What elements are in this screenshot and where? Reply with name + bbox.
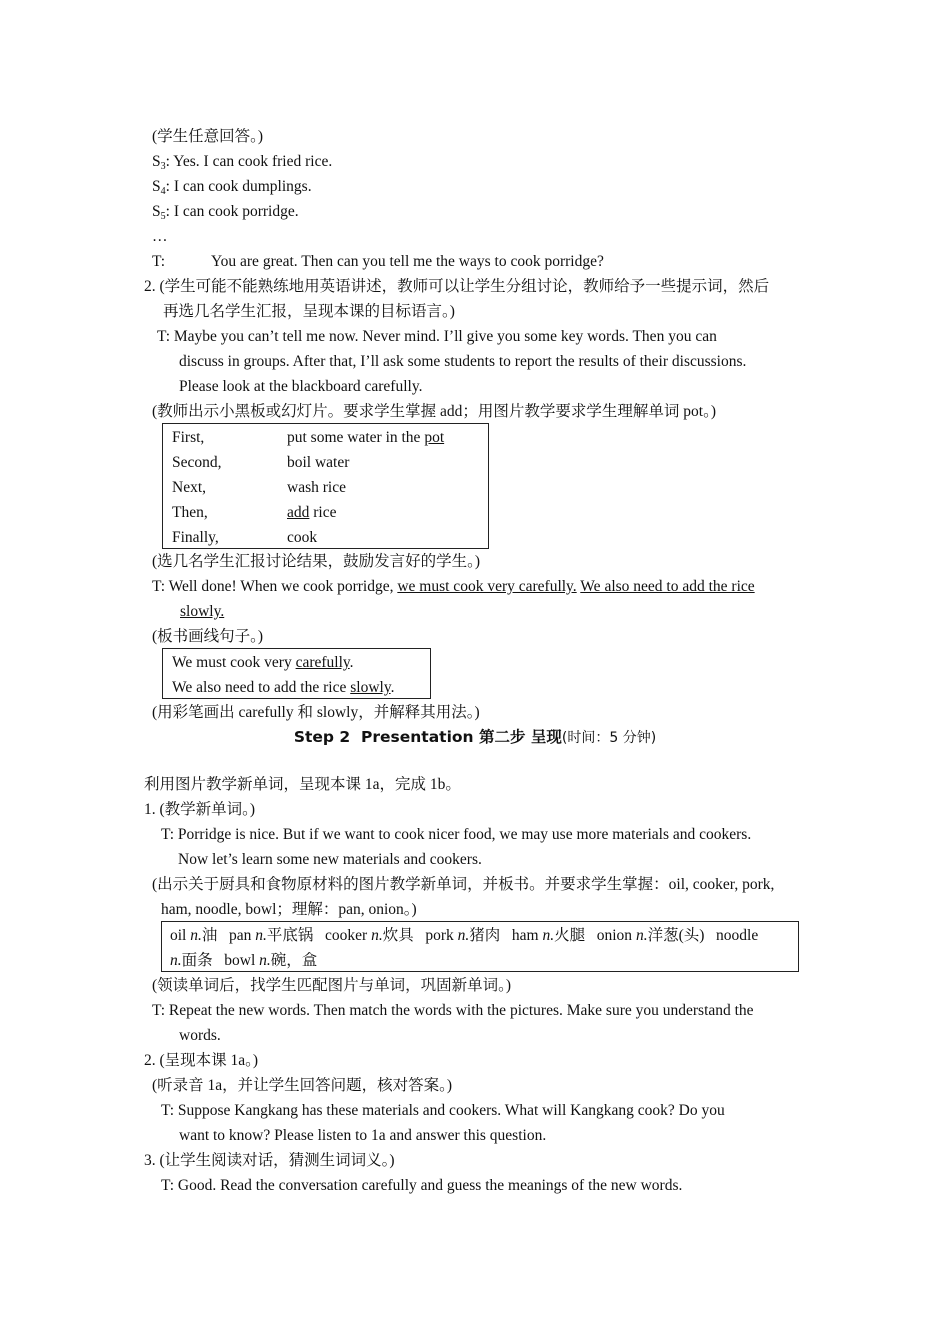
step-heading (0, 725, 950, 751)
dialogue-s4: $S_4$: I can cook dumplings. (152, 178, 312, 197)
teacher-line-2b: discuss in groups. After that, I’ll ask some students to report the results of their discussions. (179, 353, 747, 370)
vocab-word: ham (511, 927, 543, 944)
teacher-line-3a: T: Well done! When we cook porridge, we must cook very carefully. We also need to add the rice (152, 578, 755, 595)
ellipsis: … (152, 228, 168, 245)
teacher-line-1: You are great. Then can you tell me the ways to cook porridge? (211, 253, 604, 270)
vocab-line-1: oil n.油 pan n.平底锅 cooker n.炊具 pork n.猪肉 ham n.火腿 onion n.洋葱(头) noodle (170, 927, 759, 944)
teacher-line-5b: words. (179, 1027, 221, 1044)
dialogue-text: I can cook dumplings. (173, 178, 312, 195)
vocab-word: onion (596, 927, 636, 944)
speaker-label: S (152, 153, 161, 170)
note-underline: (板书画线句子。) (152, 628, 264, 645)
vocab-word: bowl (224, 952, 260, 969)
vocab-word: noodle (716, 927, 759, 944)
board-sentence-1: We must cook very carefully. (172, 654, 354, 671)
note-blackboard: (教师出示小黑板或幻灯片。要求学生掌握 add；用图片教学要求学生理解单词 pot。) (152, 403, 717, 420)
teacher-line-6a: T: Suppose Kangkang has these materials and cookers. What will Kangkang cook? Do you (161, 1102, 725, 1119)
dialogue-text: I can cook porridge. (173, 203, 299, 220)
teacher-line-4b: Now let’s learn some new materials and cookers. (178, 851, 482, 868)
vocab-word: pan (229, 927, 256, 944)
speaker-number: 5 (160, 211, 166, 222)
note-color-pen: (用彩笔画出 carefully 和 slowly，并解释其用法。) (152, 704, 480, 721)
speaker-number: 4 (160, 186, 166, 197)
teacher-line-2a: T: Maybe you can’t tell me now. Never mind. I’ll give you some key words. Then you can (157, 328, 717, 345)
step-order-3: Next, (172, 479, 207, 496)
speaker-label: S (152, 178, 161, 195)
vocab-word: oil (170, 927, 191, 944)
step-order-5: Finally, (172, 529, 219, 546)
step-action-2: boil water (287, 454, 350, 471)
teacher-line-3b: slowly. (180, 603, 225, 620)
step-number: Step 2 (293, 728, 351, 746)
speaker-number: 3 (160, 161, 166, 172)
teacher-line-2c: Please look at the blackboard carefully. (179, 378, 423, 395)
note-free-answer: (学生任意回答。) (152, 128, 264, 145)
step-action-5: cook (287, 529, 318, 546)
step-order-2: Second, (172, 454, 222, 471)
step-order-1: First, (172, 429, 205, 446)
step-action-4: add rice (287, 504, 337, 521)
board-sentence-2: We also need to add the rice slowly. (172, 679, 395, 696)
teacher-line-6b: want to know? Please listen to 1a and answer this question. (179, 1127, 547, 1144)
note-report: (选几名学生汇报讨论结果，鼓励发言好的学生。) (152, 553, 481, 570)
dialogue-text: Yes. I can cook fried rice. (173, 153, 333, 170)
vocab-line-2: n.面条 bowl n.碗，盒 (170, 952, 318, 969)
vocab-word: pork (425, 927, 458, 944)
procedure-3: 3. (让学生阅读对话，猜测生词词义。) (144, 1152, 395, 1169)
teacher-line-4a: T: Porridge is nice. But if we want to cook nicer food, we may use more materials and cookers. (161, 826, 752, 843)
steps-table (162, 423, 489, 549)
dialogue-s5: $S_5$: I can cook porridge. (152, 203, 299, 222)
vocab-word: cooker (325, 927, 372, 944)
dialogue-s3: $S_3$: Yes. I can cook fried rice. (152, 153, 333, 172)
teacher-label: T: (152, 253, 166, 270)
teacher-line-7: T: Good. Read the conversation carefully and guess the meanings of the new words. (161, 1177, 683, 1194)
step-time: (时间：5 分钟) (561, 730, 657, 746)
procedure-2: 2. (学生可能不能熟练地用英语讲述，教师可以让学生分组讨论，教师给予一些提示词，然后 (144, 278, 770, 295)
step-action-3: wash rice (287, 479, 346, 496)
step-order-4: Then, (172, 504, 208, 521)
note-vocab-a: (出示关于厨具和食物原材料的图片教学新单词，并板书。并要求学生掌握：oil, cooker, pork, (152, 876, 775, 893)
step-action-1: put some water in the pot (287, 429, 445, 446)
procedure-1: 1. (教学新单词。) (144, 801, 256, 818)
note-match: (领读单词后，找学生匹配图片与单词，巩固新单词。) (152, 977, 512, 994)
speaker-label: S (152, 203, 161, 220)
intro-line: 利用图片教学新单词，呈现本课 1a，完成 1b。 (144, 776, 461, 793)
procedure-2-cont: 再选几名学生汇报，呈现本课的目标语言。) (163, 303, 455, 320)
note-listen: (听录音 1a，并让学生回答问题，核对答案。) (152, 1077, 453, 1094)
board-sentences (162, 648, 431, 699)
teacher-line-5a: T: Repeat the new words. Then match the words with the pictures. Make sure you understand the (152, 1002, 754, 1019)
note-vocab-b: ham, noodle, bowl；理解：pan, onion。) (161, 901, 417, 918)
procedure-2b: 2. (呈现本课 1a。) (144, 1052, 259, 1069)
step-title: Presentation 第二步 呈现 (361, 728, 562, 746)
vocab-box (161, 921, 799, 972)
